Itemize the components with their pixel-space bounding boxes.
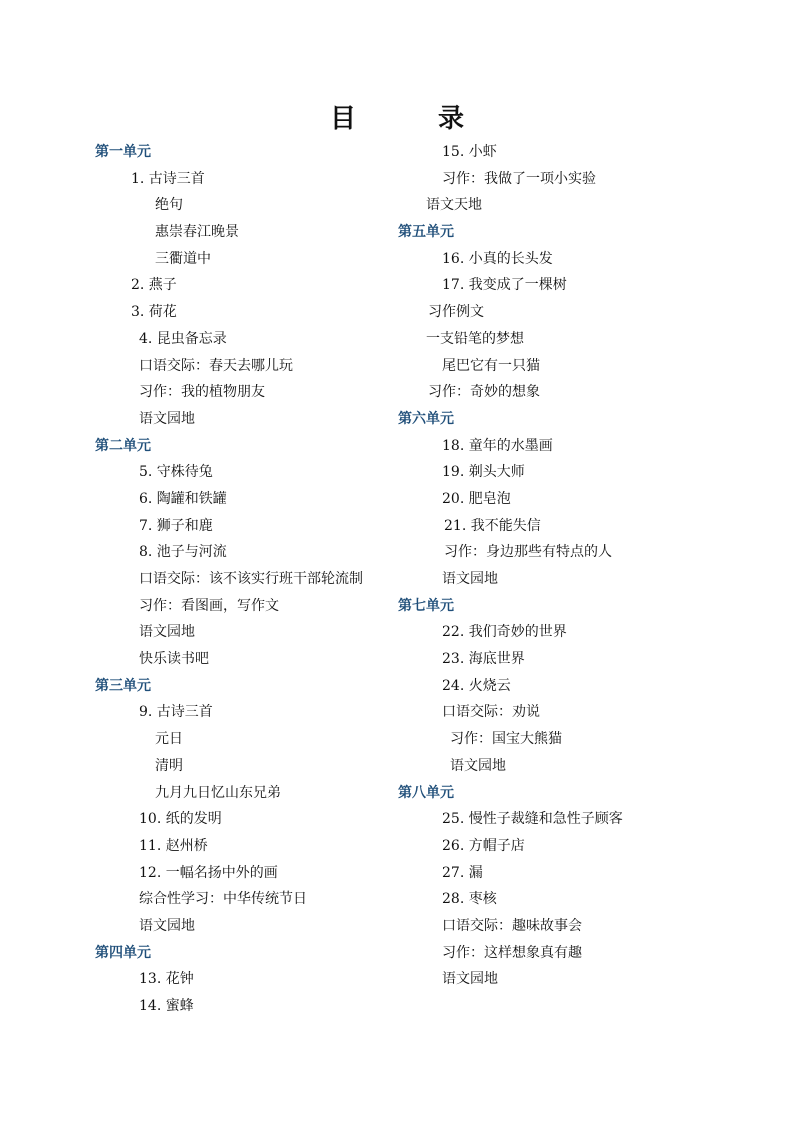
toc-item: 习作：国宝大熊猫 [450,731,562,748]
unit-heading: 第四单元 [95,944,151,961]
unit-heading: 第七单元 [398,597,454,614]
toc-item: 18. 童年的水墨画 [442,437,553,454]
toc-item: 6. 陶罐和铁罐 [139,490,227,507]
toc-subitem: 元日 [155,731,183,748]
toc-item: 一支铅笔的梦想 [426,330,524,347]
toc-item: 习作：身边那些有特点的人 [444,544,612,561]
toc-item: 26. 方帽子店 [442,837,525,854]
toc-item: 习作：我的植物朋友 [139,384,265,401]
toc-item: 12. 一幅名扬中外的画 [139,864,278,881]
toc-item: 习作：看图画，写作文 [139,597,279,614]
toc-item: 2. 燕子 [131,277,177,294]
toc-item: 习作：奇妙的想象 [428,384,540,401]
toc-item: 3. 荷花 [131,304,177,321]
toc-right-column [398,139,698,993]
toc-item: 16. 小真的长头发 [442,250,553,267]
toc-item: 口语交际：该不该实行班干部轮流制 [139,571,363,587]
unit-heading: 第一单元 [95,144,151,160]
toc-item: 5. 守株待兔 [139,464,213,481]
toc-item: 25. 慢性子裁缝和急性子顾客 [442,811,623,828]
toc-item: 19. 剃头大师 [442,464,525,481]
toc-item: 23. 海底世界 [442,651,525,668]
toc-item: 28. 枣核 [442,891,497,908]
toc-item: 习作：我做了一项小实验 [442,170,596,187]
unit-heading: 第二单元 [95,437,151,454]
toc-subitem: 九月九日忆山东兄弟 [155,784,281,801]
toc-item: 语文园地 [442,971,498,988]
toc-subitem: 清明 [155,757,183,774]
toc-item: 口语交际：劝说 [442,704,540,721]
toc-item: 15. 小虾 [442,144,497,160]
unit-heading: 第八单元 [398,784,454,801]
toc-item: 快乐读书吧 [139,651,209,668]
toc-item: 7. 狮子和鹿 [139,517,213,534]
toc-item: 9. 古诗三首 [139,704,213,721]
toc-item: 语文园地 [450,757,506,774]
toc-item: 22. 我们奇妙的世界 [442,624,567,641]
toc-item: 语文园地 [139,917,195,934]
unit-heading: 第五单元 [398,224,454,241]
unit-heading: 第六单元 [398,410,454,427]
toc-item: 口语交际：春天去哪儿玩 [139,357,293,374]
toc-item: 1. 古诗三首 [131,170,205,187]
toc-item: 习作例文 [428,304,484,321]
toc-item: 24. 火烧云 [442,677,511,694]
toc-item: 27. 漏 [442,864,483,881]
toc-item: 20. 肥皂泡 [442,490,511,507]
toc-subitem: 三衢道中 [155,250,211,267]
toc-subitem: 绝句 [155,197,183,214]
toc-item: 习作：这样想象真有趣 [442,944,582,961]
toc-item: 尾巴它有一只猫 [442,357,540,374]
toc-item: 10. 纸的发明 [139,811,222,828]
toc-item: 11. 赵州桥 [139,837,208,854]
toc-item: 语文园地 [139,410,195,427]
toc-item: 17. 我变成了一棵树 [442,277,567,294]
toc-item: 14. 蜜蜂 [139,998,194,1014]
toc-item: 8. 池子与河流 [139,544,227,561]
toc-subitem: 惠崇春江晚景 [155,224,239,241]
toc-item: 口语交际：趣味故事会 [442,917,582,934]
toc-item: 语文园地 [442,571,498,587]
toc-item: 语文天地 [426,197,482,214]
unit-heading: 第三单元 [95,677,151,694]
page-title: 目 录 [329,104,492,134]
toc-item: 综合性学习：中华传统节日 [139,891,307,908]
toc-item: 13. 花钟 [139,971,194,988]
toc-left-column [95,139,415,1020]
toc-item: 4. 昆虫备忘录 [139,330,227,347]
toc-item: 21. 我不能失信 [444,517,541,534]
toc-item: 语文园地 [139,624,195,641]
